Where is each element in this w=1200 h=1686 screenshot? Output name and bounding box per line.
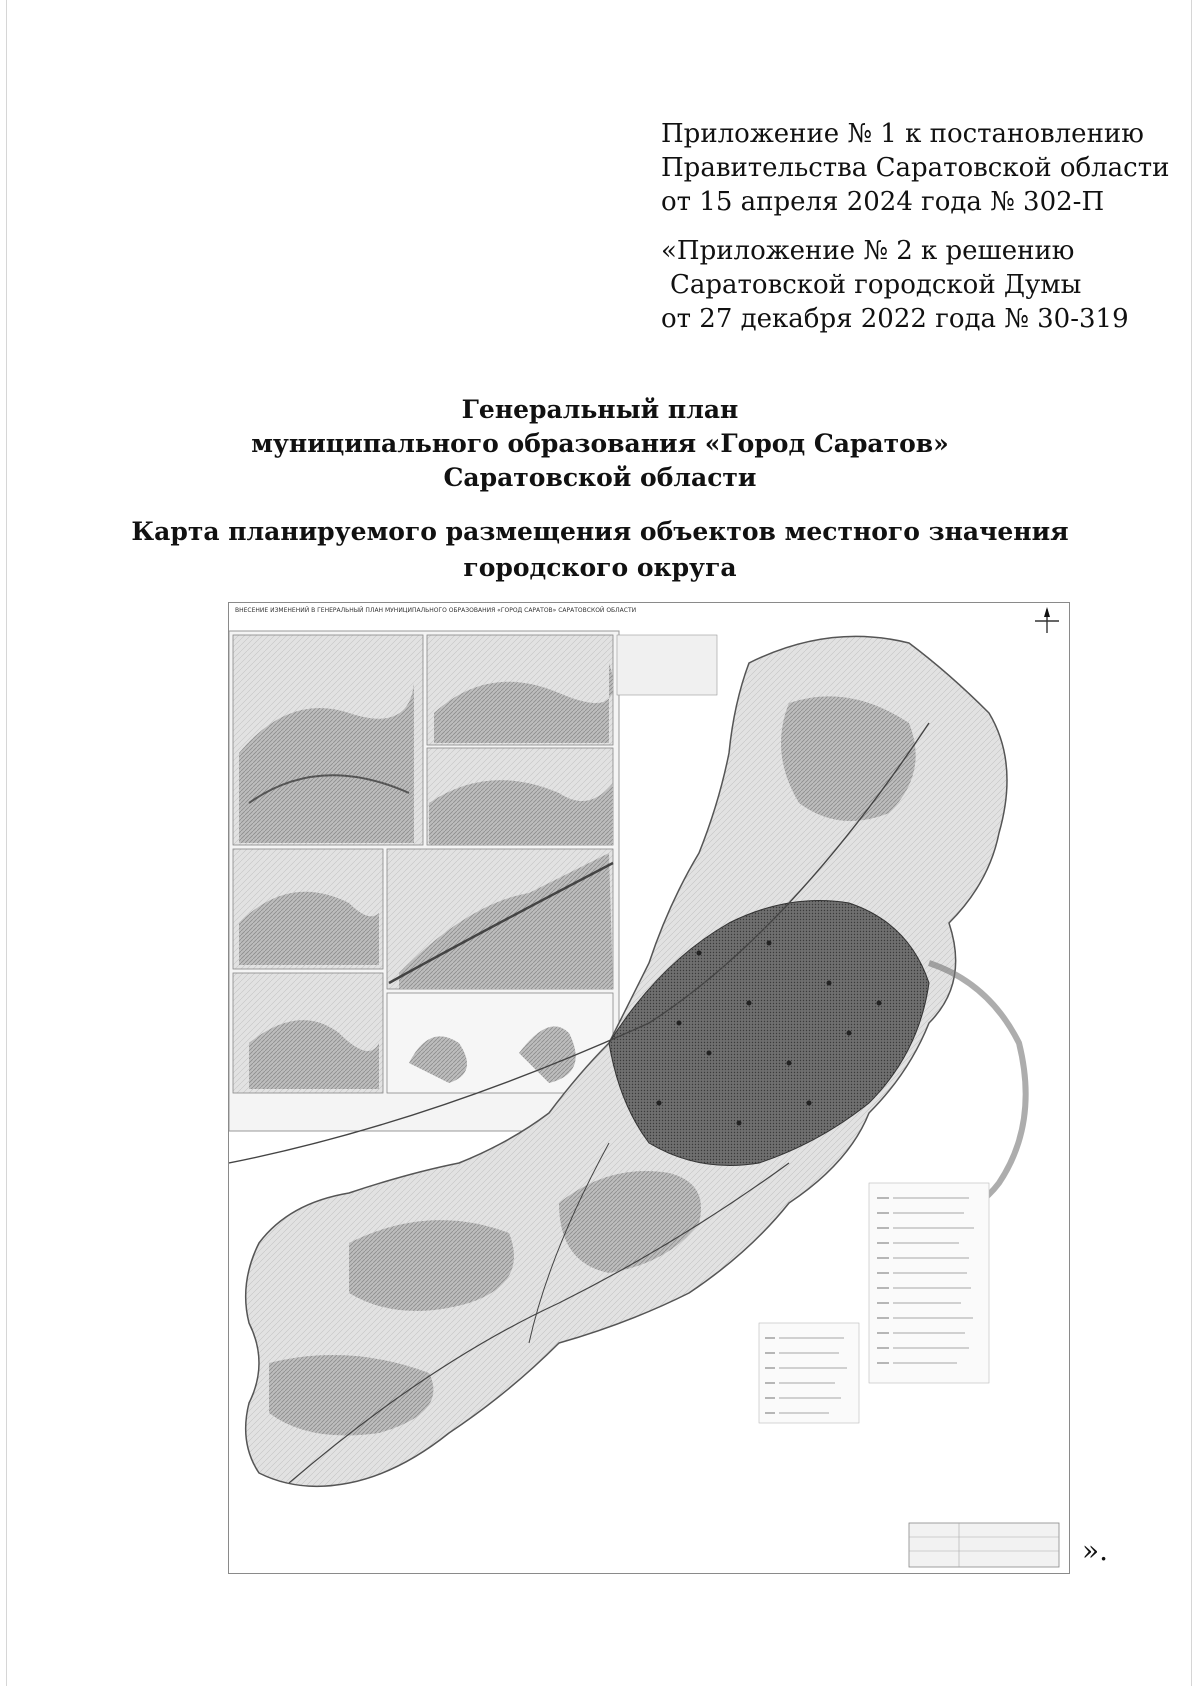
general-plan-map: [228, 602, 1070, 1574]
appendix-1-line-1: Приложение № 1 к постановлению: [661, 119, 1144, 149]
appendix-2-reference: [661, 234, 1181, 336]
scan-edge-right: [1191, 0, 1192, 1686]
map-legend-left: [759, 1323, 859, 1423]
document-title: [0, 393, 1200, 495]
appendix-1-reference: [661, 117, 1181, 219]
title-line-2: муниципального образования «Город Саратов»: [251, 429, 949, 458]
appendix-2-line-1: «Приложение № 2 к решению: [661, 236, 1075, 266]
map-drawing: [229, 603, 1069, 1573]
closing-quote-mark: ».: [1082, 1534, 1109, 1567]
subtitle-line-2: городского округа: [463, 553, 737, 582]
appendix-1-line-2: Правительства Саратовской области: [661, 153, 1170, 183]
appendix-1-line-3: от 15 апреля 2024 года № 302-П: [661, 187, 1105, 217]
map-header-text: ВНЕСЕНИЕ ИЗМЕНЕНИЙ В ГЕНЕРАЛЬНЫЙ ПЛАН МУНИЦИПАЛЬНОГО ОБРАЗОВАНИЯ «ГОРОД САРАТОВ» САРАТОВСКОЙ ОБЛАСТИ: [235, 607, 637, 614]
scan-edge-left: [6, 0, 7, 1686]
map-title: [0, 514, 1200, 586]
stamp-box: [909, 1523, 1059, 1567]
appendix-2-line-2: Саратовской городской Думы: [670, 270, 1082, 300]
map-legend-right: [869, 1183, 989, 1383]
title-line-1: Генеральный план: [461, 395, 739, 424]
north-arrow-icon: [1035, 607, 1059, 633]
appendix-2-line-3: от 27 декабря 2022 года № 30-319: [661, 304, 1129, 334]
subtitle-line-1: Карта планируемого размещения объектов местного значения: [131, 517, 1069, 546]
title-line-3: Саратовской области: [443, 463, 757, 492]
